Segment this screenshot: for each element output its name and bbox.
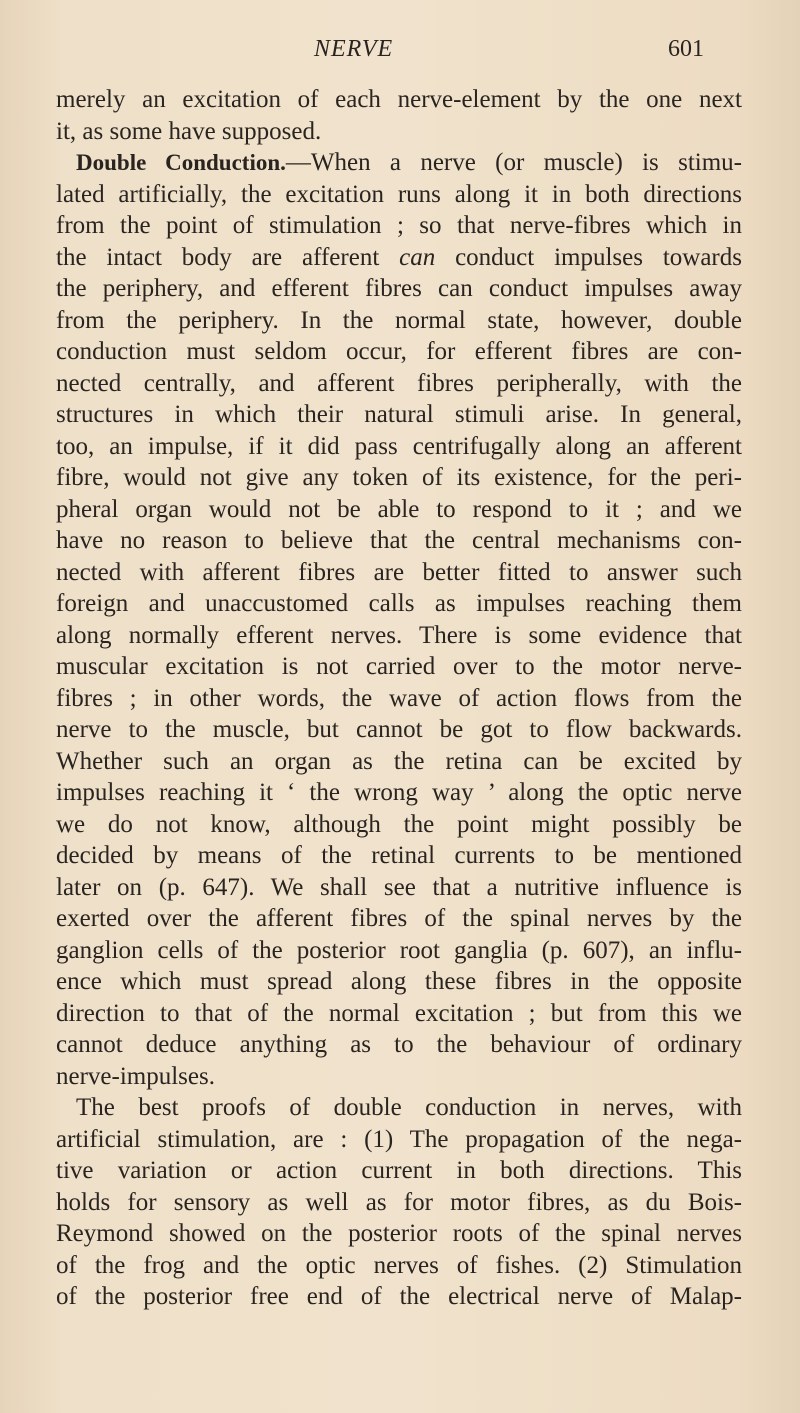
- text-line: fibres ; in other words, the wave of action flows from the: [56, 684, 742, 712]
- text-line: it, as some have supposed.: [56, 117, 322, 145]
- intact-body-line: [56, 242, 742, 274]
- text-line: decided by means of the retinal currents to be mentioned: [56, 842, 742, 869]
- text-line: too, an impulse, if it did pass centrifugally along an afferent: [56, 432, 742, 460]
- text-line: of the frog and the optic nerves of fishes. (2) Stimulation: [56, 1251, 742, 1279]
- body-text: [56, 84, 742, 1313]
- text-fragment: conduct impulses towards: [435, 243, 742, 271]
- page-number: 601: [668, 36, 704, 62]
- best-proofs-line: The best proofs of double conduction in nerves, with: [76, 1094, 742, 1121]
- text-line: impulses reaching it ‘ the wrong way ’ along the optic nerve: [56, 779, 742, 806]
- text-line: lated artificially, the excitation runs along it in both directions: [56, 180, 742, 208]
- text-line: nerve to the muscle, but cannot be got to flow backwards.: [56, 716, 742, 743]
- section-heading: Double Conduction.: [76, 150, 286, 175]
- running-head: NERVE: [314, 36, 394, 62]
- text-line: have no reason to believe that the central mechanisms con-: [56, 527, 742, 554]
- text-line: fibre, would not give any token of its existence, for the peri-: [56, 464, 742, 491]
- text-fragment: the intact body are afferent: [56, 243, 400, 271]
- emphasis-can: can: [399, 243, 436, 271]
- text-line: nerve-impulses.: [56, 1062, 215, 1090]
- double-conduction-line: [56, 147, 742, 179]
- text-line: the periphery, and efferent fibres can conduct impulses away: [56, 275, 742, 302]
- text-line: ence which must spread along these fibres in the opposite: [56, 968, 742, 995]
- text-line: muscular excitation is not carried over to the motor nerve-: [56, 653, 742, 680]
- text-line: merely an excitation of each nerve-element by the one next: [56, 86, 742, 113]
- text-line: holds for sensory as well as for motor fibres, as du Bois-: [56, 1188, 742, 1216]
- text-line: structures in which their natural stimuli arise. In general,: [56, 401, 742, 428]
- text-line: Whether such an organ as the retina can be excited by: [56, 747, 742, 775]
- page-header: [0, 36, 800, 72]
- text-line: later on (p. 647). We shall see that a nutritive influence is: [56, 873, 742, 901]
- text-line: along normally efferent nerves. There is some evidence that: [56, 621, 742, 649]
- text-line: conduction must seldom occur, for efferent fibres are con-: [56, 338, 742, 365]
- section-lead-text: —When a nerve (or muscle) is stimu-: [285, 149, 742, 176]
- text-line: we do not know, although the point might possibly be: [56, 810, 742, 838]
- text-line: from the point of stimulation ; so that nerve-fibres which in: [56, 212, 742, 239]
- text-line: nected centrally, and afferent fibres peripherally, with the: [56, 369, 742, 397]
- text-line: ganglion cells of the posterior root ganglia (p. 607), an influ-: [56, 936, 742, 964]
- text-line: from the periphery. In the normal state, however, double: [56, 306, 742, 334]
- text-line: Reymond showed on the posterior roots of the spinal nerves: [56, 1220, 742, 1247]
- text-line: pheral organ would not be able to respond to it ; and we: [56, 495, 742, 523]
- text-line: tive variation or action current in both directions. This: [56, 1157, 742, 1184]
- text-line: nected with afferent fibres are better fitted to answer such: [56, 558, 742, 586]
- text-line: artificial stimulation, are : (1) The propagation of the nega-: [56, 1125, 742, 1153]
- text-line: direction to that of the normal excitation ; but from this we: [56, 999, 742, 1027]
- text-line: cannot deduce anything as to the behaviour of ordinary: [56, 1031, 742, 1058]
- text-line: of the posterior free end of the electrical nerve of Malap-: [56, 1283, 742, 1310]
- text-line: exerted over the afferent fibres of the spinal nerves by the: [56, 905, 742, 932]
- text-line: foreign and unaccustomed calls as impulses reaching them: [56, 590, 742, 617]
